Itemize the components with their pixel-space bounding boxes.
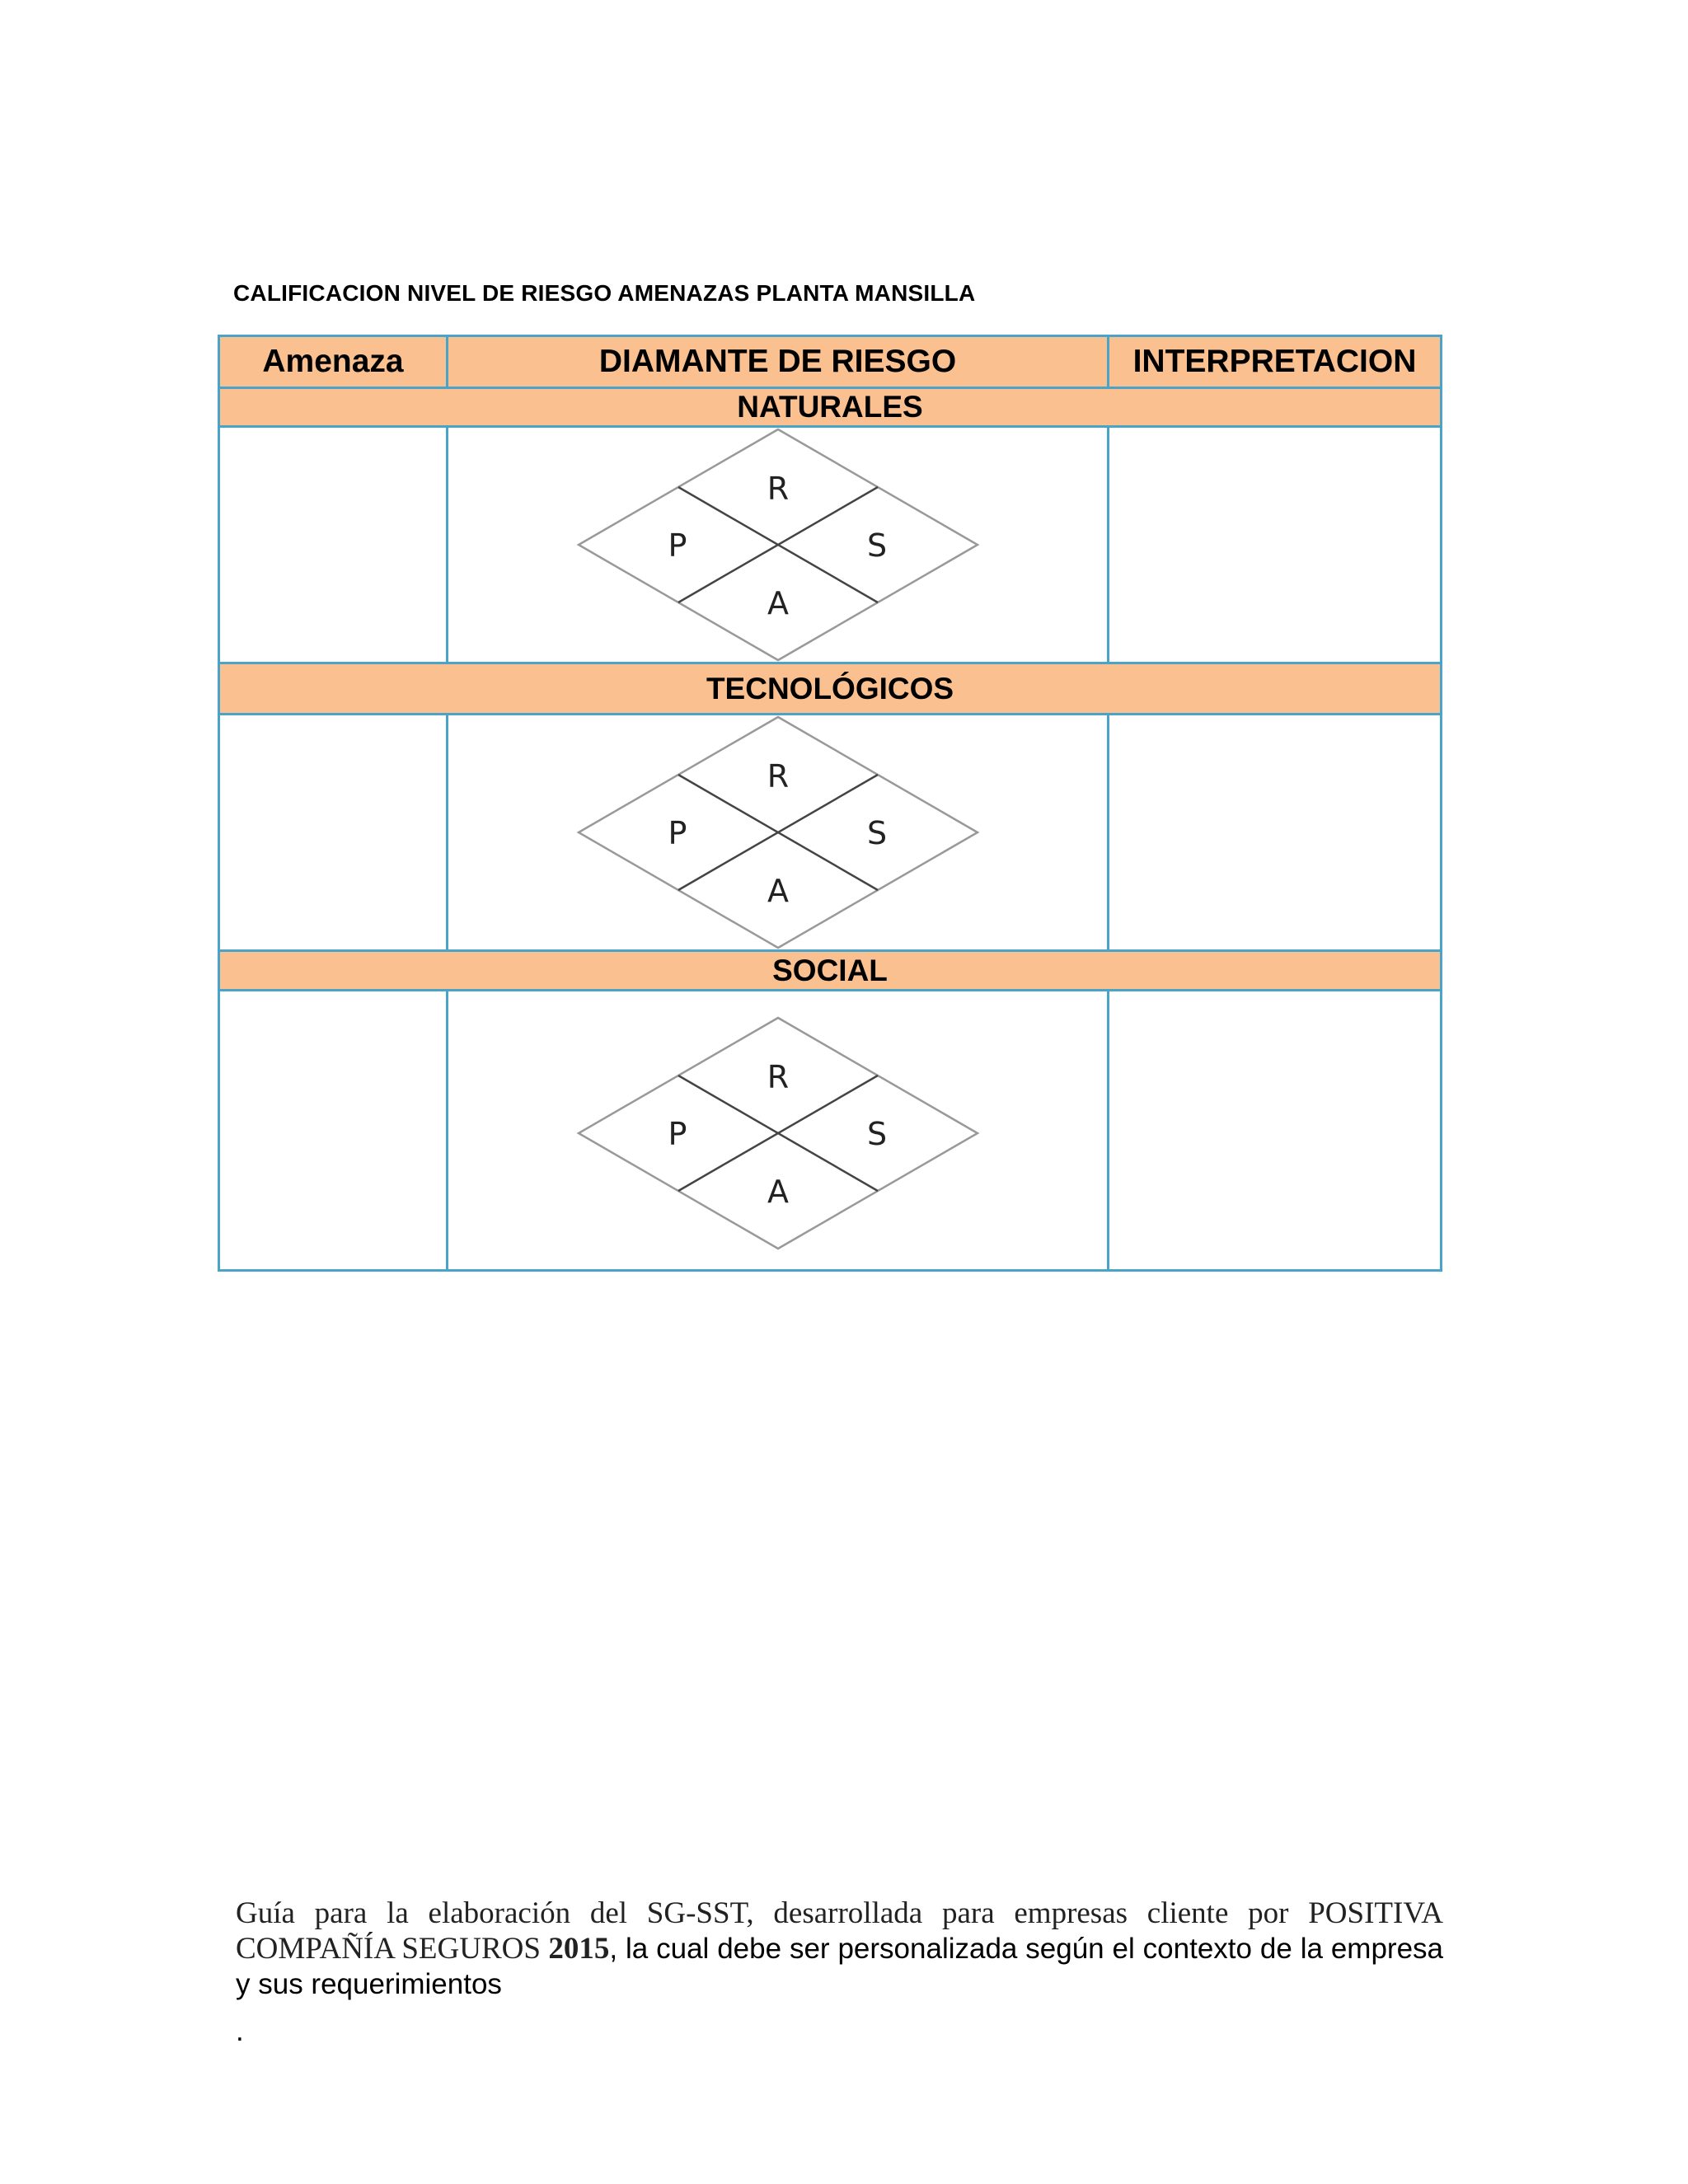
section-label-naturales: NATURALES <box>219 388 1442 427</box>
interpretacion-cell[interactable] <box>1109 427 1442 663</box>
section-label-tecnologicos: TECNOLÓGICOS <box>219 663 1442 715</box>
footer-text-sans: , la cual debe ser personalizada según el contexto de la empresa y sus requerimientos <box>236 1933 1444 2000</box>
interpretacion-cell[interactable] <box>1109 715 1442 951</box>
header-amenaza: Amenaza <box>219 336 448 388</box>
section-row-social <box>219 951 1442 991</box>
diamond-label-s: S <box>866 1116 887 1152</box>
diamond-label-p: P <box>668 527 687 564</box>
section-row-tecnologicos <box>219 663 1442 715</box>
amenaza-cell[interactable] <box>219 991 448 1271</box>
footer-note <box>236 1896 1443 2002</box>
footer-dot: . <box>236 2015 244 2047</box>
section-row-naturales <box>219 388 1442 427</box>
diamond-label-p: P <box>668 815 687 851</box>
diamond-label-r: R <box>767 1059 789 1095</box>
risk-diamond <box>576 1016 980 1250</box>
diamond-cell <box>448 427 1109 663</box>
footer-text-serif: Guía para la elaboración del SG-SST, desarrollada para empresas cliente por POSITIVA COMPAÑÍA SEGUROS <box>236 1896 1443 1966</box>
risk-diamond <box>576 715 980 949</box>
diamond-label-a: A <box>767 873 789 909</box>
diamond-label-s: S <box>866 527 887 564</box>
amenaza-cell[interactable] <box>219 715 448 951</box>
diamond-label-a: A <box>767 585 789 621</box>
diamond-cell <box>448 715 1109 951</box>
header-row <box>219 336 1442 388</box>
table-row <box>219 427 1442 663</box>
header-interpretacion: INTERPRETACION <box>1109 336 1442 388</box>
diamond-cell <box>448 991 1109 1271</box>
section-label-social: SOCIAL <box>219 951 1442 991</box>
table-row <box>219 991 1442 1271</box>
risk-diamond <box>576 428 980 662</box>
diamond-label-s: S <box>866 815 887 851</box>
table-row <box>219 715 1442 951</box>
header-diamante: DIAMANTE DE RIESGO <box>448 336 1109 388</box>
interpretacion-cell[interactable] <box>1109 991 1442 1271</box>
footer-year: 2015 <box>548 1932 610 1966</box>
diamond-label-r: R <box>767 471 789 507</box>
document-title: CALIFICACION NIVEL DE RIESGO AMENAZAS PLANTA MANSILLA <box>233 280 976 306</box>
diamond-label-p: P <box>668 1116 687 1152</box>
diamond-label-r: R <box>767 758 789 794</box>
risk-table <box>218 335 1442 1272</box>
diamond-label-a: A <box>767 1174 789 1210</box>
amenaza-cell[interactable] <box>219 427 448 663</box>
